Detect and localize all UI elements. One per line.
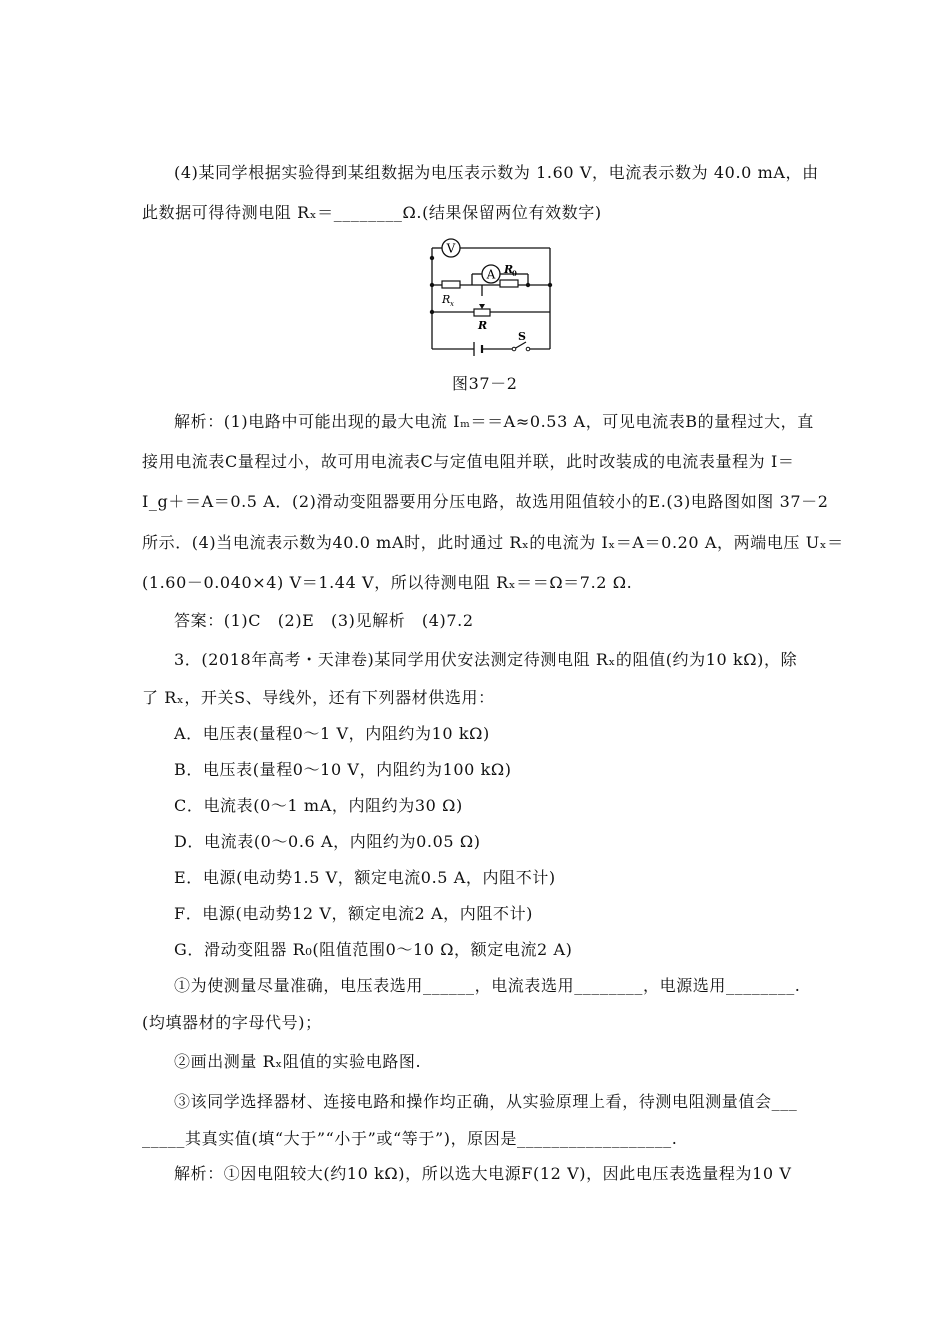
figure-caption: 图37－2 — [452, 374, 518, 393]
r0-label: R — [504, 263, 514, 276]
junction-dot — [548, 283, 552, 287]
slider-arrow — [479, 304, 485, 309]
junction-dot — [526, 283, 530, 287]
text-line: 解析：(1)电路中可能出现的最大电流 Iₘ＝＝A≈0.53 A，可见电流表B的量程过大，直 — [174, 412, 814, 431]
text-line: 所示．(4)当电流表示数为40.0 mA时，此时通过 Rₓ的电流为 Iₓ＝A＝0.20 A，两端电压 Uₓ＝ — [142, 533, 844, 552]
text-line: ①为使测量尽量准确，电压表选用______，电流表选用________，电源选用________. — [174, 976, 801, 995]
text-line: (均填器材的字母代号)； — [142, 1013, 322, 1032]
text-line: F．电源(电动势12 V，额定电流2 A，内阻不计) — [174, 904, 534, 923]
junction-dot — [430, 310, 434, 314]
text-line: 接用电流表C量程过小，故可用电流表C与定值电阻并联，此时改装成的电流表量程为 I＝ — [142, 452, 795, 471]
rheostat — [474, 309, 490, 316]
text-line: ③该同学选择器材、连接电路和操作均正确，从实验原理上看，待测电阻测量值会___ — [174, 1092, 798, 1111]
text-line: 3．(2018年高考・天津卷)某同学用伏安法测定待测电阻 Rₓ的阻值(约为10 kΩ)，除 — [174, 650, 798, 669]
text-line: D．电流表(0～0.6 A，内阻约为0.05 Ω) — [174, 832, 481, 851]
text-line: (4)某同学根据实验得到某组数据为电压表示数为 1.60 V，电流表示数为 40.0 mA，由 — [174, 163, 819, 182]
switch-contact — [526, 347, 530, 351]
voltmeter-label: V — [446, 241, 456, 256]
text-line: G．滑动变阻器 R₀(阻值范围0～10 Ω，额定电流2 A) — [174, 940, 573, 959]
circuit-diagram — [420, 232, 560, 356]
switch-label: S — [518, 330, 526, 343]
text-line: I_g＋＝A＝0.5 A．(2)滑动变阻器要用分压电路，故选用阻值较小的E.(3)电路图如图 37－2 — [142, 492, 829, 511]
rx-resistor — [442, 281, 460, 288]
switch-contact — [512, 347, 516, 351]
rx-subscript: x — [450, 300, 454, 308]
text-line: B．电压表(量程0～10 V，内阻约为100 kΩ) — [174, 760, 512, 779]
text-line: E．电源(电动势1.5 V，额定电流0.5 A，内阻不计) — [174, 868, 556, 887]
rx-label: R — [442, 293, 451, 306]
text-line: C．电流表(0～1 mA，内阻约为30 Ω) — [174, 796, 463, 815]
text-line: 了 Rₓ，开关S、导线外，还有下列器材供选用： — [142, 688, 495, 707]
text-line: _____其真实值(填“大于”“小于”或“等于”)，原因是__________________. — [142, 1129, 678, 1148]
text-line: (1.60－0.040×4) V＝1.44 V，所以待测电阻 Rₓ＝＝Ω＝7.2 Ω. — [142, 573, 633, 592]
text-line: A．电压表(量程0～1 V，内阻约为10 kΩ) — [174, 724, 490, 743]
rheostat-label: R — [478, 319, 488, 332]
text-line: ②画出测量 Rₓ阻值的实验电路图. — [174, 1052, 422, 1071]
junction-dot — [430, 283, 434, 287]
text-line: 答案：(1)C (2)E (3)见解析 (4)7.2 — [174, 611, 474, 630]
text-line: 此数据可得待测电阻 Rₓ＝________Ω.(结果保留两位有效数字) — [142, 203, 602, 222]
ammeter-label: A — [486, 267, 496, 282]
text-line: 解析：①因电阻较大(约10 kΩ)，所以选大电源F(12 V)，因此电压表选量程为10 V — [174, 1164, 792, 1183]
r0-resistor — [500, 280, 518, 287]
junction-dot — [430, 256, 434, 260]
r0-subscript: 0 — [512, 269, 517, 278]
